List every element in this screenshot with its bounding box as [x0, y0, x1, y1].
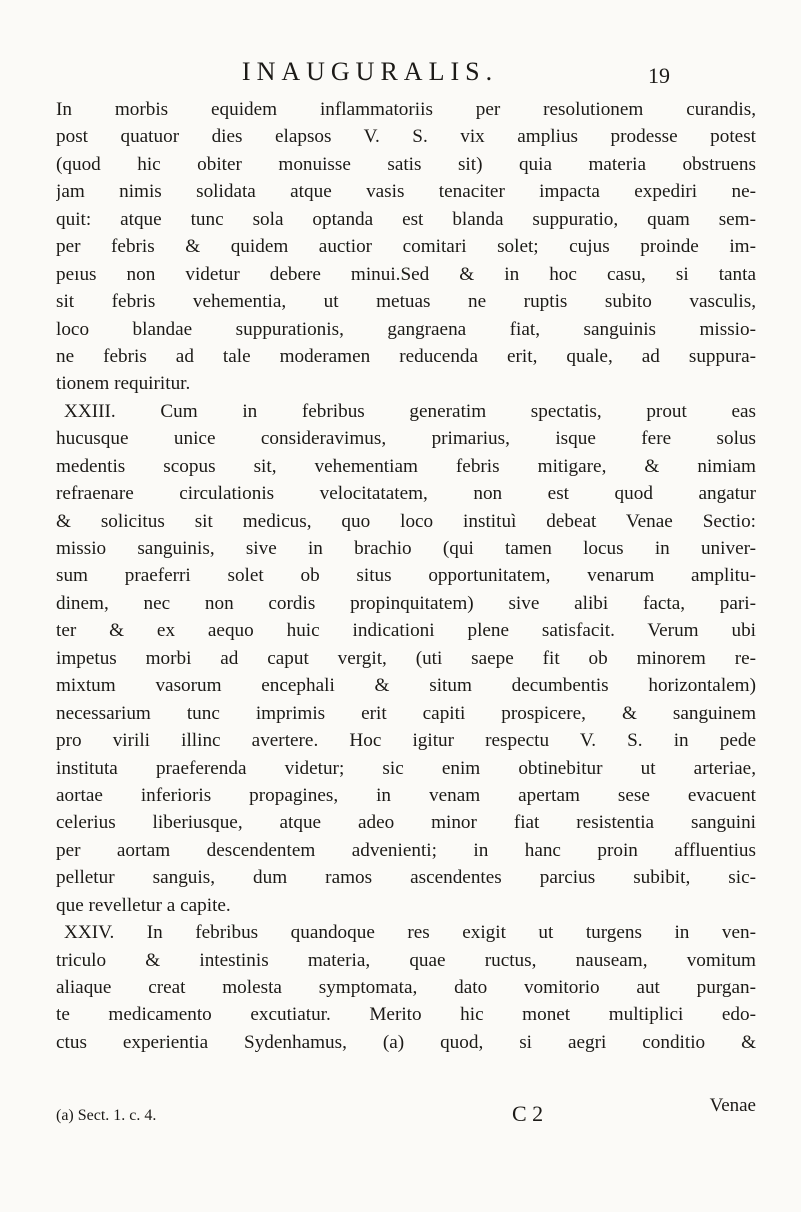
- text-line: medentis scopus sit, vehementiam febris mitigare, & nimiam: [56, 455, 756, 477]
- text-line: necessarium tunc imprimis erit capiti prospicere, & sanguinem: [56, 702, 756, 724]
- page-footer: [56, 1095, 756, 1131]
- text-line: missio sanguinis, sive in brachio (qui tamen locus in univer-: [56, 538, 756, 559]
- text-line: aortae inferioris propagines, in venam apertam sese evacuent: [56, 784, 756, 806]
- text-line: ter & ex aequo huic indicationi plene satisfacit. Verum ubi: [56, 620, 756, 642]
- section-heading-line: XXIV. In febribus quandoque res exigit ut turgens in ven-: [64, 922, 756, 944]
- text-line: sum praeferri solet ob situs opportunitatem, venarum amplitu-: [56, 565, 756, 587]
- text-line: ctus experientia Sydenhamus, (a) quod, si aegri conditio &: [56, 1031, 756, 1053]
- running-head-title: INAUGURALIS.: [241, 57, 499, 86]
- footnote: (a) Sect. 1. c. 4.: [56, 1107, 157, 1124]
- text-line: hucusque unice consideravimus, primarius, isque fere solus: [56, 428, 756, 450]
- section-heading-line: XXIII. Cum in febribus generatim spectatis, prout eas: [64, 400, 756, 422]
- page-number: 19: [648, 63, 670, 88]
- text-line: instituta praeferenda videtur; sic enim obtinebitur ut arteriae,: [56, 757, 756, 779]
- text-line: celerius liberiusque, atque adeo minor fiat resistentia sanguini: [56, 812, 756, 834]
- text-line: post quatuor dies elapsos V. S. vix amplius prodesse potest: [56, 126, 756, 148]
- text-line: tionem requiritur.: [56, 373, 191, 395]
- text-line: refraenare circulationis velocitatatem, non est quod angatur: [56, 483, 756, 505]
- text-line: quit: atque tunc sola optanda est blanda suppuratio, quam sem-: [56, 208, 756, 230]
- text-line: per febris & quidem auctior comitari solet; cujus proinde im-: [56, 236, 756, 258]
- text-line: per aortam descendentem advenienti; in hanc proin affluentius: [56, 839, 756, 861]
- text-line: mixtum vasorum encephali & situm decumbentis horizontalem): [56, 675, 756, 697]
- text-line: & solicitus sit medicus, quo loco instituì debeat Venae Sectio:: [56, 510, 756, 532]
- text-line: In morbis equidem inflammatoriis per resolutionem curandis,: [56, 99, 756, 120]
- body-text: [56, 96, 756, 1056]
- text-line: jam nimis solidata atque vasis tenaciter impacta expediri ne-: [56, 181, 756, 203]
- signature-mark: C 2: [512, 1101, 544, 1126]
- text-line: que revelletur a capite.: [56, 894, 231, 916]
- text-line: ne febris ad tale moderamen reducenda erit, quale, ad suppura-: [56, 345, 756, 367]
- running-head: [150, 55, 670, 95]
- catchword: Venae: [709, 1095, 756, 1116]
- text-line: aliaque creat molesta symptomata, dato vomitorio aut purgan-: [56, 977, 756, 998]
- text-line: loco blandae suppurationis, gangraena fiat, sanguinis missio-: [56, 318, 756, 340]
- text-line: impetus morbi ad caput vergit, (uti saepe fit ob minorem re-: [56, 647, 756, 669]
- text-line: pelletur sanguis, dum ramos ascendentes parcius subibit, sic-: [56, 867, 756, 889]
- text-line: triculo & intestinis materia, quae ructus, nauseam, vomitum: [56, 949, 756, 971]
- text-line: dinem, nec non cordis propinquitatem) sive alibi facta, pari-: [56, 592, 756, 614]
- text-line: peıus non videtur debere minui.Sed & in hoc casu, si tanta: [56, 263, 756, 285]
- text-line: (quod hic obiter monuisse satis sit) quia materia obstruens: [56, 153, 756, 175]
- text-line: te medicamento excutiatur. Merito hic monet multiplici edo-: [56, 1004, 756, 1026]
- text-line: sit febris vehementia, ut metuas ne ruptis subito vasculis,: [56, 291, 756, 313]
- text-line: pro virili illinc avertere. Hoc igitur respectu V. S. in pede: [56, 730, 756, 752]
